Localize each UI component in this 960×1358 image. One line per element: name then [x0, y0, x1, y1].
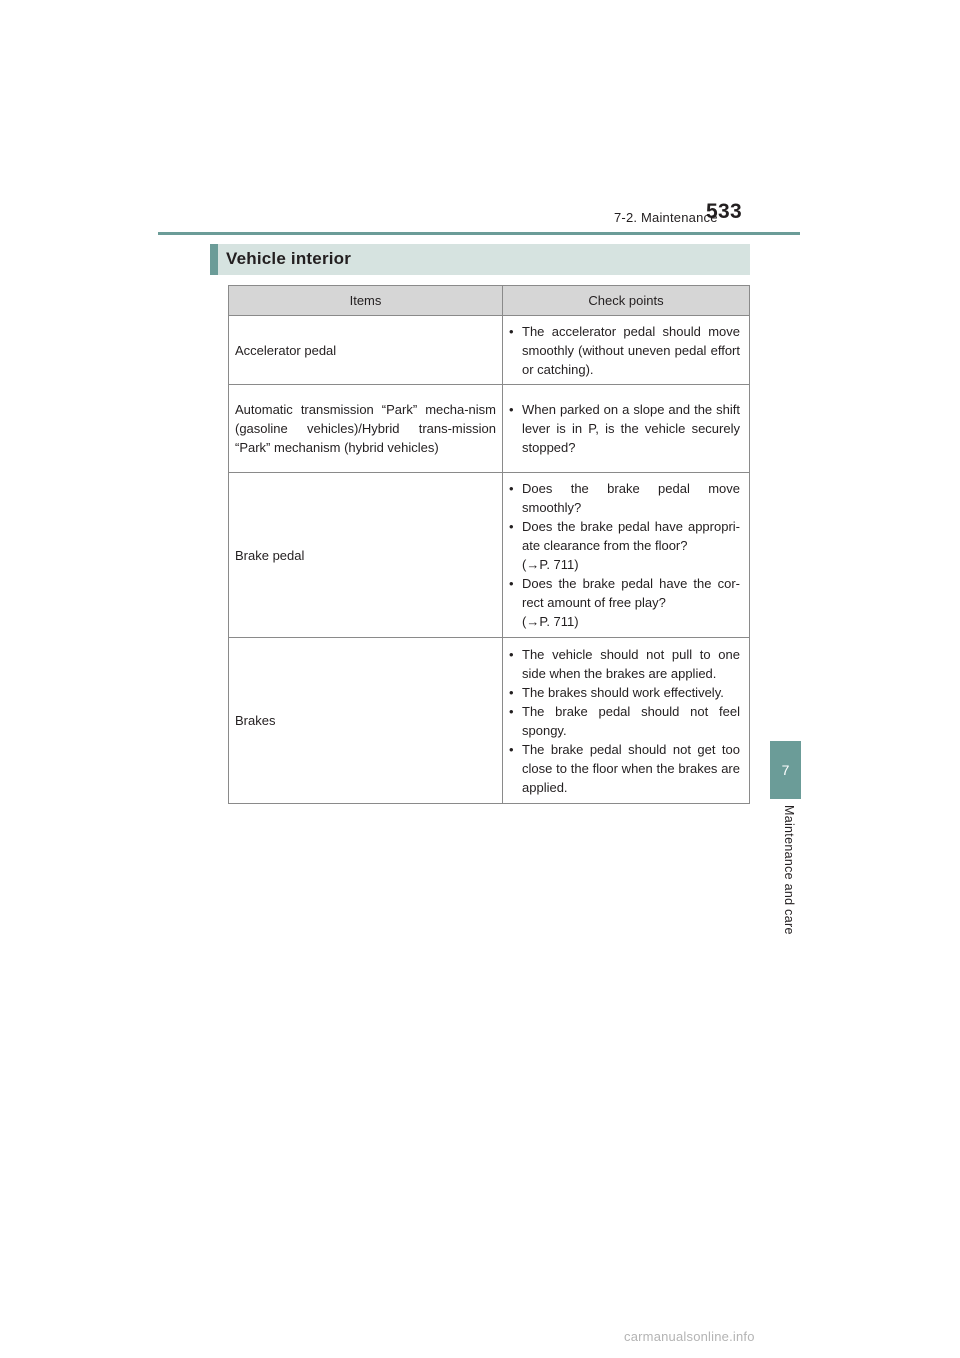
list-item — [509, 574, 740, 631]
list-item — [509, 322, 740, 379]
item-cell: Accelerator pedal — [229, 316, 503, 385]
check-points-cell — [503, 473, 750, 638]
section-heading-accent — [210, 244, 218, 275]
list-item — [509, 479, 740, 517]
list-item — [509, 400, 740, 457]
watermark: carmanualsonline.info — [624, 1329, 755, 1344]
check-point-text: The brake pedal should not get too close to the floor when the brakes are applied. — [522, 741, 740, 795]
check-points-cell — [503, 385, 750, 473]
list-item — [509, 645, 740, 683]
item-cell: Brake pedal — [229, 473, 503, 638]
check-points-table — [228, 285, 750, 804]
check-points-list — [509, 645, 740, 797]
header-divider — [158, 232, 800, 235]
check-points-list — [509, 322, 740, 379]
check-points-cell — [503, 638, 750, 804]
list-item — [509, 517, 740, 574]
check-point-text: The accelerator pedal should move smoothly (without uneven pedal effort or catching). — [522, 323, 740, 377]
check-point-text: The vehicle should not pull to one side when the brakes are applied. — [522, 646, 740, 681]
item-cell: Brakes — [229, 638, 503, 804]
check-point-text: Does the brake pedal move smoothly? — [522, 481, 740, 515]
check-point-text: Does the brake pedal have appropri-ate clearance from the floor? — [522, 519, 740, 553]
section-heading-bar — [210, 244, 750, 275]
list-item — [509, 702, 740, 740]
chapter-tab: 7 — [770, 741, 801, 799]
check-point-text: The brake pedal should not feel spongy. — [522, 703, 740, 738]
page-reference: (→P. 711) — [522, 557, 579, 572]
page-number: 533 — [706, 200, 742, 223]
table-row — [229, 638, 750, 804]
list-item — [509, 683, 740, 702]
check-points-list — [509, 400, 740, 457]
section-title: Vehicle interior — [226, 249, 352, 268]
column-header-items: Items — [229, 286, 503, 316]
table-header-row — [229, 286, 750, 316]
list-item — [509, 740, 740, 797]
page-reference: (→P. 711) — [522, 614, 579, 629]
check-point-text: The brakes should work effectively. — [522, 684, 724, 700]
check-points-list — [509, 479, 740, 631]
item-cell: Automatic transmission “Park” mecha-nism (gasoline vehicles)/Hybrid trans-mission “Park” mechanism (hybrid vehicles) — [229, 385, 503, 473]
check-point-text: Does the brake pedal have the cor-rect amount of free play? — [522, 576, 740, 610]
table-row — [229, 385, 750, 473]
column-header-check-points: Check points — [503, 286, 750, 316]
running-header-section: 7-2. Maintenance — [614, 210, 718, 225]
table-row — [229, 316, 750, 385]
table-row — [229, 473, 750, 638]
check-points-cell — [503, 316, 750, 385]
chapter-tab-label: Maintenance and care — [782, 805, 796, 935]
check-point-text: When parked on a slope and the shift lever is in P, is the vehicle securely stopped? — [522, 402, 740, 455]
